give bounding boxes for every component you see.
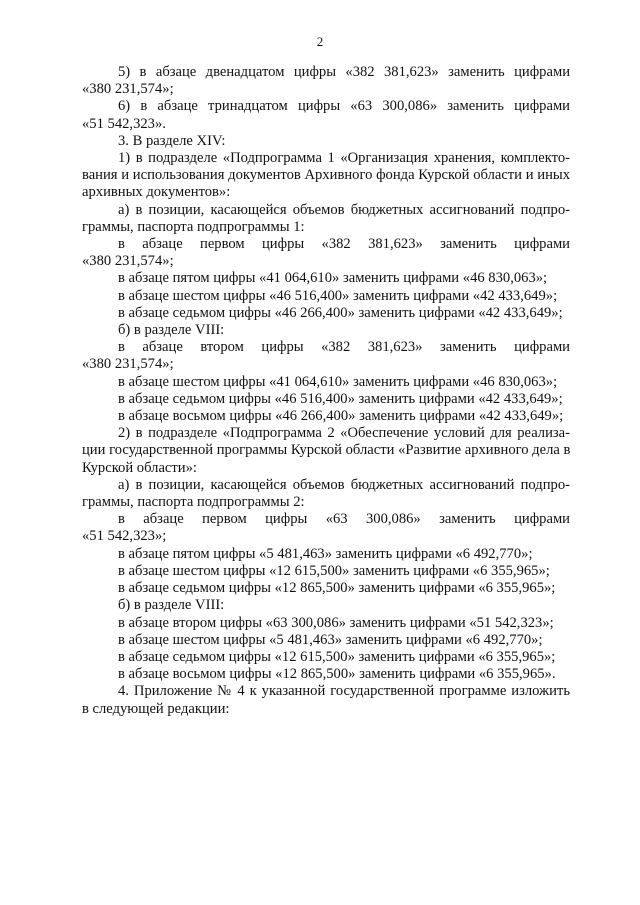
text-line: «51 542,323». — [82, 115, 166, 132]
text-line: в абзаце восьмом цифры «12 865,500» заменить цифрами «6 355,965». — [118, 666, 556, 683]
document-body — [82, 64, 570, 718]
text-line: 1) в подразделе «Подпрограмма 1 «Организация хранения, комплекто- — [118, 150, 570, 167]
text-line: 2) в подразделе «Подпрограмма 2 «Обеспечение условий для реализа- — [118, 425, 570, 442]
text-line: в абзаце первом цифры «382 381,623» заменить цифрами — [118, 236, 570, 253]
text-line: в следующей редакции: — [82, 700, 230, 717]
text-line: в абзаце втором цифры «63 300,086» заменить цифрами «51 542,323»; — [118, 614, 554, 631]
text-line: 5) в абзаце двенадцатом цифры «382 381,623» заменить цифрами — [118, 64, 570, 80]
text-line: в абзаце шестом цифры «46 516,400» заменить цифрами «42 433,649»; — [118, 287, 558, 304]
text-line: в абзаце седьмом цифры «12 865,500» заменить цифрами «6 355,965»; — [118, 580, 556, 597]
text-line: граммы, паспорта подпрограммы 2: — [82, 494, 305, 511]
text-line: в абзаце седьмом цифры «46 516,400» заменить цифрами «42 433,649»; — [118, 390, 563, 407]
text-line: 4. Приложение № 4 к указанной государственной программе изложить — [118, 683, 570, 700]
text-line: «51 542,323»; — [82, 528, 167, 545]
text-line: в абзаце первом цифры «63 300,086» заменить цифрами — [118, 511, 570, 528]
text-line: граммы, паспорта подпрограммы 1: — [82, 218, 305, 235]
text-line: в абзаце пятом цифры «5 481,463» заменить цифрами «6 492,770»; — [118, 545, 533, 562]
text-line: «380 231,574»; — [82, 253, 174, 270]
text-line: а) в позиции, касающейся объемов бюджетных ассигнований подпро- — [118, 201, 570, 218]
page-number: 2 — [316, 34, 324, 49]
text-line: Курской области»: — [82, 459, 197, 476]
text-line: б) в разделе VIII: — [118, 597, 225, 614]
text-line: а) в позиции, касающейся объемов бюджетных ассигнований подпро- — [118, 476, 570, 493]
text-line: в абзаце шестом цифры «12 615,500» заменить цифрами «6 355,965»; — [118, 562, 550, 579]
text-line: 3. В разделе XIV: — [118, 132, 226, 149]
text-line: ции государственной программы Курской области «Развитие архивного дела в — [82, 442, 571, 459]
text-line: 6) в абзаце тринадцатом цифры «63 300,086» заменить цифрами — [118, 98, 570, 115]
text-line: в абзаце седьмом цифры «46 266,400» заменить цифрами «42 433,649»; — [118, 304, 563, 321]
text-line: в абзаце восьмом цифры «46 266,400» заменить цифрами «42 433,649»; — [118, 408, 564, 425]
text-line: в абзаце шестом цифры «41 064,610» заменить цифрами «46 830,063»; — [118, 373, 558, 390]
text-line: в абзаце седьмом цифры «12 615,500» заменить цифрами «6 355,965»; — [118, 648, 556, 665]
text-line: «380 231,574»; — [82, 356, 174, 373]
text-line: в абзаце втором цифры «382 381,623» заменить цифрами — [118, 339, 570, 356]
text-line: вания и использования документов Архивного фонда Курской области и иных — [82, 167, 570, 184]
text-line: «380 231,574»; — [82, 81, 174, 98]
text-line: б) в разделе VIII: — [118, 322, 225, 339]
text-line: архивных документов»: — [82, 184, 231, 201]
text-line: в абзаце пятом цифры «41 064,610» заменить цифрами «46 830,063»; — [118, 270, 548, 287]
text-line: в абзаце шестом цифры «5 481,463» заменить цифрами «6 492,770»; — [118, 631, 543, 648]
